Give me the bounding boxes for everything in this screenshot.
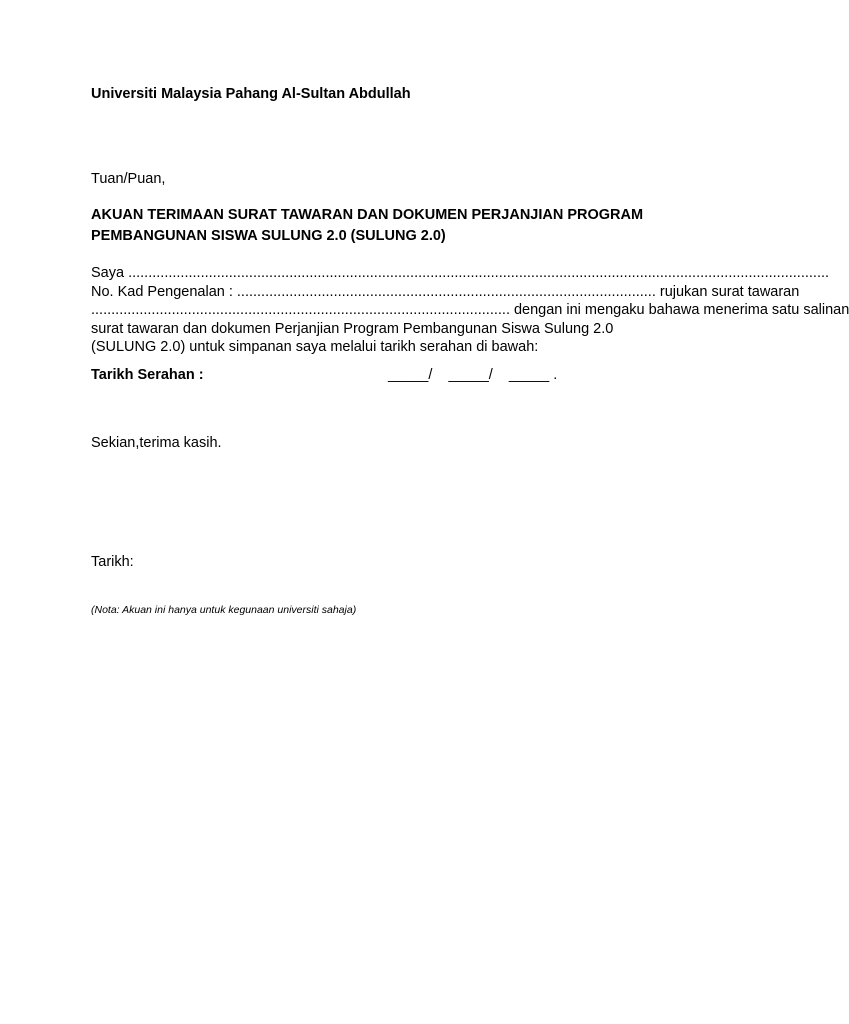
salutation: Tuan/Puan,: [91, 171, 166, 187]
letter-title: [91, 205, 691, 247]
ic-tail: rujukan surat tawaran: [659, 283, 800, 300]
title-line-2: PEMBANGUNAN SISWA SULUNG 2.0 (SULUNG 2.0): [91, 228, 446, 244]
title-line-1: AKUAN TERIMAAN SURAT TAWARAN DAN DOKUMEN PERJANJIAN PROGRAM: [91, 207, 644, 223]
note-text: (Nota: Akuan ini hanya untuk kegunaan universiti sahaja): [91, 604, 357, 616]
name-line: [91, 264, 830, 283]
declaration-paragraph: [91, 264, 849, 357]
date-label: Tarikh:: [91, 554, 134, 570]
ic-line: [91, 283, 800, 302]
submission-date-fields: _____/ _____/ _____ .: [388, 367, 558, 383]
university-name: Universiti Malaysia Pahang Al-Sultan Abdullah: [91, 86, 411, 102]
ic-blank: ........................................................................................................: [236, 283, 656, 300]
name-label: Saya: [91, 265, 125, 281]
reference-blank: ........................................................................................................: [91, 302, 510, 318]
reference-line: [91, 301, 849, 320]
declaration-line-5: (SULUNG 2.0) untuk simpanan saya melalui tarikh serahan di bawah:: [91, 339, 539, 355]
closing-text: Sekian,terima kasih.: [91, 435, 222, 451]
name-blank: ..............................................................................................................................................................................: [128, 265, 830, 281]
reference-tail: dengan ini mengaku bahawa menerima satu salinan: [513, 302, 849, 318]
declaration-line-4: surat tawaran dan dokumen Perjanjian Program Pembangunan Siswa Sulung 2.0: [91, 320, 614, 337]
ic-label: No. Kad Pengenalan :: [91, 283, 233, 300]
submission-date-label: Tarikh Serahan :: [91, 367, 204, 383]
